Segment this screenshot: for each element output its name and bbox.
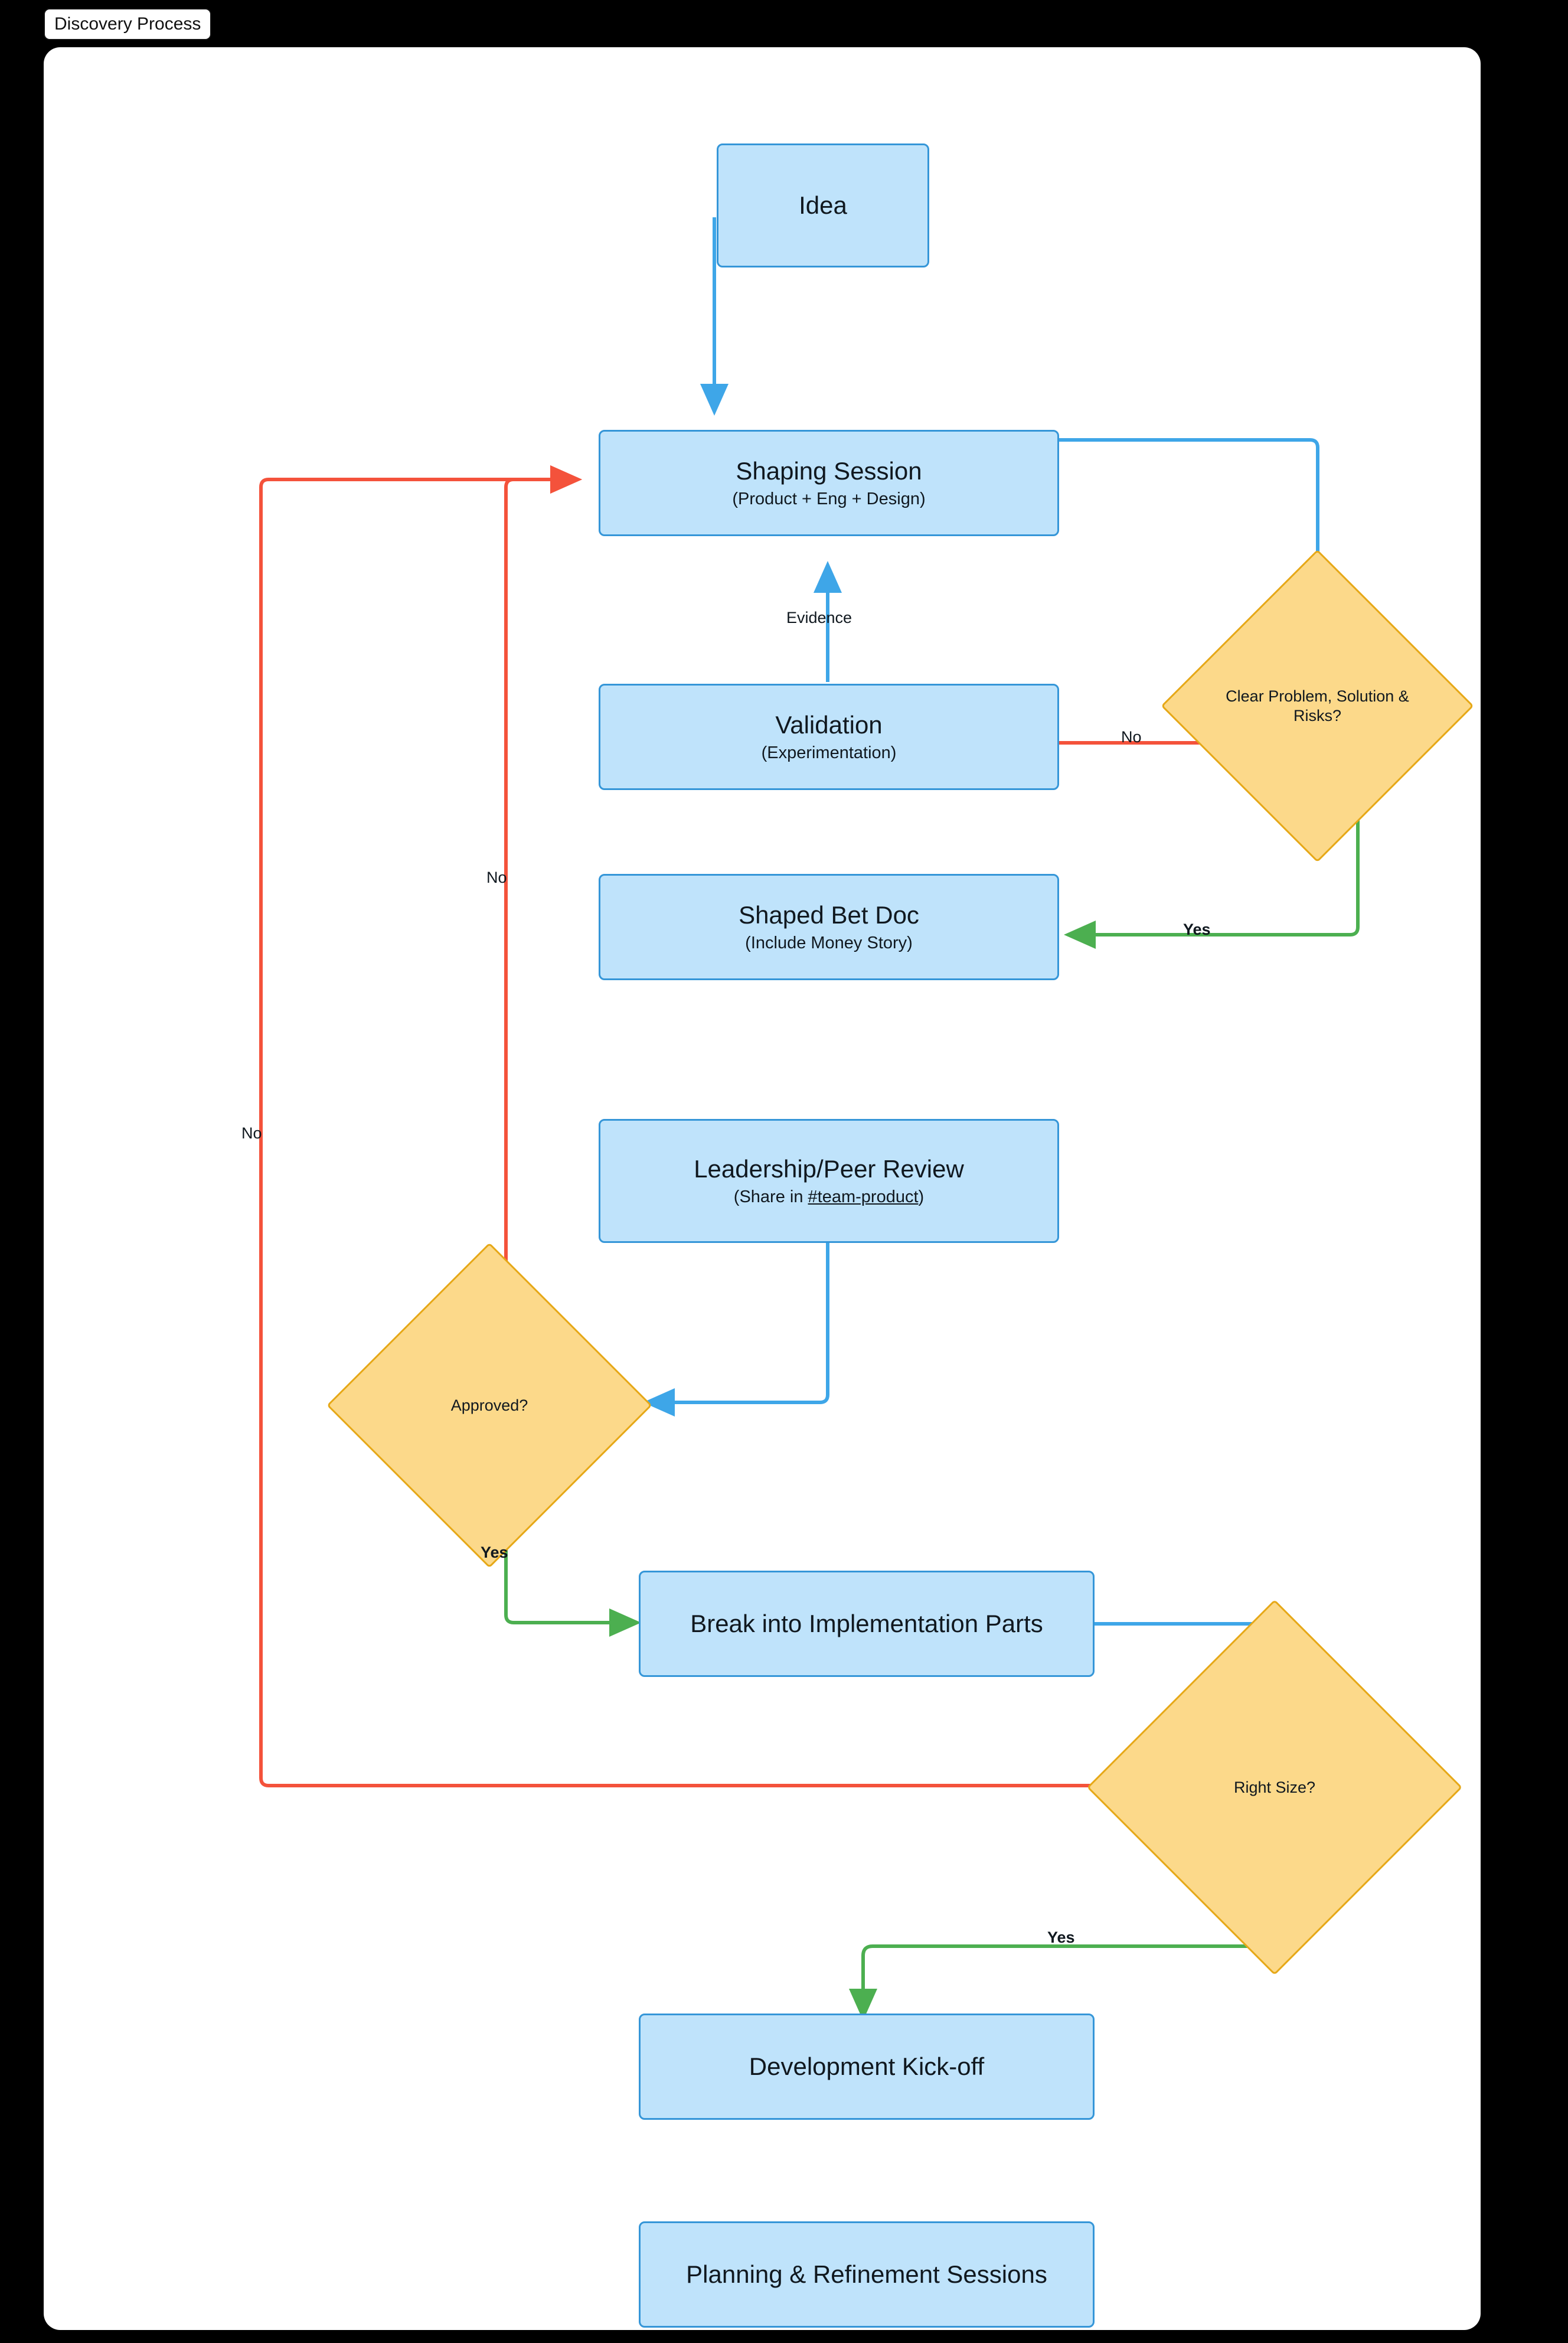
node-validation-label: Validation xyxy=(775,711,883,739)
node-planning-refinement-sessions[interactable] xyxy=(639,2221,1095,2328)
edge-label-no-clear: No xyxy=(1121,728,1142,746)
node-shaping-session[interactable] xyxy=(599,430,1059,536)
node-right-size-decision[interactable] xyxy=(1142,1655,1407,1920)
node-development-kickoff-label: Development Kick-off xyxy=(749,2052,985,2080)
node-validation[interactable] xyxy=(599,684,1059,790)
node-leadership-peer-review-label: Leadership/Peer Review xyxy=(694,1155,964,1183)
edge-label-yes-approved: Yes xyxy=(481,1543,508,1561)
node-idea-label: Idea xyxy=(799,191,847,219)
node-development-kickoff[interactable] xyxy=(639,2014,1095,2120)
node-leadership-peer-review[interactable] xyxy=(599,1119,1059,1243)
node-clear-problem-label: Clear Problem, Solution & Risks? xyxy=(1226,687,1409,725)
node-break-into-implementation-parts[interactable] xyxy=(639,1571,1095,1677)
team-product-channel-link[interactable]: #team-product xyxy=(808,1187,919,1206)
node-shaped-bet-doc-label: Shaped Bet Doc xyxy=(739,901,919,929)
node-approved-decision[interactable] xyxy=(374,1290,605,1520)
node-planning-refinement-sessions-label: Planning & Refinement Sessions xyxy=(686,2260,1047,2288)
node-validation-sublabel: (Experimentation) xyxy=(761,743,897,762)
node-leadership-peer-review-sublabel xyxy=(734,1186,924,1208)
node-shaping-session-label: Shaping Session xyxy=(736,457,922,485)
diagram-canvas xyxy=(44,47,1481,2330)
edge-approved-no-to-shaping xyxy=(506,479,575,1346)
node-idea[interactable] xyxy=(717,143,929,267)
edge-label-yes-rightsize: Yes xyxy=(1047,1928,1075,1946)
edge-label-yes-clear: Yes xyxy=(1183,921,1211,938)
sublabel-prefix: (Share in xyxy=(733,1187,808,1206)
sublabel-suffix: ) xyxy=(918,1187,925,1206)
edge-label-no-approved: No xyxy=(486,869,507,886)
edge-label-no-rightsize: No xyxy=(241,1124,262,1142)
window-title: Discovery Process xyxy=(44,8,211,40)
node-approved-label: Approved? xyxy=(450,1396,528,1414)
node-break-into-implementation-parts-label: Break into Implementation Parts xyxy=(690,1610,1043,1637)
node-shaped-bet-doc[interactable] xyxy=(599,874,1059,980)
node-clear-problem-decision[interactable] xyxy=(1207,595,1428,817)
edge-review-to-approved xyxy=(650,1242,828,1402)
node-shaping-session-sublabel: (Product + Eng + Design) xyxy=(732,490,926,508)
node-right-size-label: Right Size? xyxy=(1233,1778,1316,1796)
node-shaped-bet-doc-sublabel: (Include Money Story) xyxy=(745,934,913,952)
edge-label-evidence: Evidence xyxy=(786,609,852,626)
